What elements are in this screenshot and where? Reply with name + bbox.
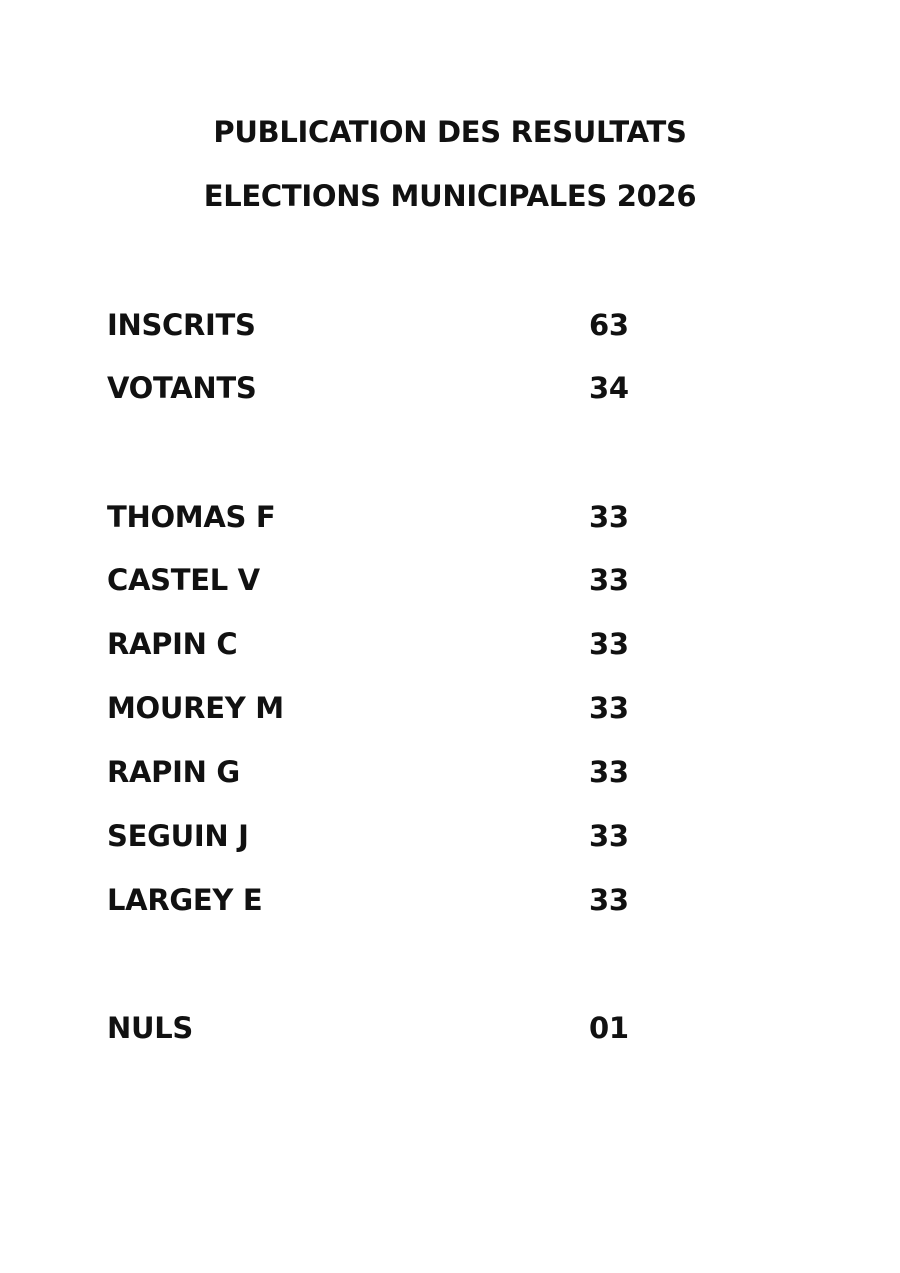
- row-nuls: [107, 1008, 707, 1048]
- document-title-line-2: ELECTIONS MUNICIPALES 2026: [203, 179, 697, 213]
- candidate-name: RAPIN G: [107, 755, 240, 789]
- candidate-name: RAPIN C: [107, 627, 238, 661]
- candidate-row: [107, 560, 707, 600]
- candidate-row: [107, 752, 707, 792]
- candidate-row: [107, 688, 707, 728]
- candidate-votes: 33: [589, 883, 629, 917]
- row-value: 01: [589, 1011, 629, 1045]
- candidate-votes: 33: [589, 563, 629, 597]
- row-label: INSCRITS: [107, 308, 256, 342]
- candidate-row: [107, 880, 707, 920]
- candidate-votes: 33: [589, 691, 629, 725]
- candidate-row: [107, 497, 707, 537]
- row-label: VOTANTS: [107, 371, 257, 405]
- row-value: 63: [589, 308, 629, 342]
- candidate-votes: 33: [589, 500, 629, 534]
- candidate-votes: 33: [589, 755, 629, 789]
- candidate-row: [107, 816, 707, 856]
- row-value: 34: [589, 371, 629, 405]
- candidate-name: THOMAS F: [107, 500, 276, 534]
- document-title-line-1: PUBLICATION DES RESULTATS: [213, 115, 687, 149]
- candidate-name: SEGUIN J: [107, 819, 249, 853]
- row-votants: [107, 368, 707, 408]
- row-label: NULS: [107, 1011, 193, 1045]
- candidate-name: LARGEY E: [107, 883, 263, 917]
- candidate-votes: 33: [589, 627, 629, 661]
- row-inscrits: [107, 305, 707, 345]
- candidate-row: [107, 624, 707, 664]
- candidate-votes: 33: [589, 819, 629, 853]
- candidate-name: CASTEL V: [107, 563, 260, 597]
- candidate-name: MOUREY M: [107, 691, 284, 725]
